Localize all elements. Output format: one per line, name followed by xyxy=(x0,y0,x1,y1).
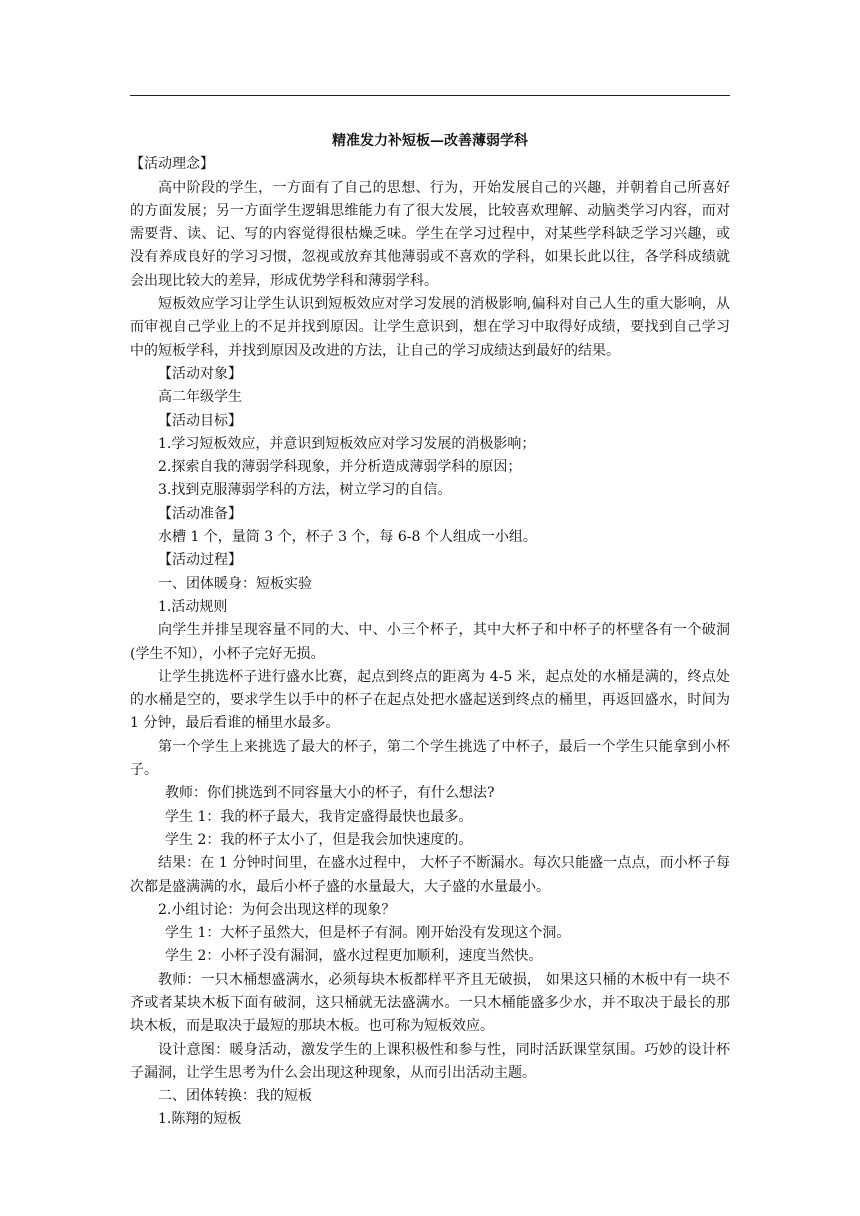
paragraph: 【活动准备】 xyxy=(158,505,242,522)
paragraph: 1.陈翔的短板 xyxy=(158,1111,242,1128)
paragraph: 【活动目标】 xyxy=(158,412,242,429)
document-paragraphs xyxy=(130,153,730,1131)
paragraph: 向学生并排呈现容量不同的大、中、小三个杯子，其中大杯子和中杯子的杯壁各有一个破洞(学生不知），小杯子完好无损。 xyxy=(130,622,730,662)
paragraph: 【活动对象】 xyxy=(158,365,242,382)
paragraph: 让学生挑选杯子进行盛水比赛，起点到终点的距离为 4-5 米，起点处的水桶是满的，终点处的水桶是空的，要求学生以手中的杯子在起点处把水盛起送到终点的桶里，再返回盛水，时间为 1 分钟，最后看谁的桶里水最多。 xyxy=(130,668,730,732)
paragraph: 设计意图：暖身活动，激发学生的上课积极性和参与性，同时活跃课堂氛围。巧妙的设计杯子漏洞，让学生思考为什么会出现这种现象，从而引出活动主题。 xyxy=(130,1041,730,1081)
paragraph: 1.学习短板效应，并意识到短板效应对学习发展的消极影响； xyxy=(158,435,536,452)
paragraph: 3.找到克服薄弱学科的方法，树立学习的自信。 xyxy=(158,482,452,499)
paragraph: 【活动过程】 xyxy=(158,552,242,569)
paragraph: 2.小组讨论：为何会出现这样的现象？ xyxy=(158,901,396,918)
document-title: 精准发力补短板—改善薄弱学科 xyxy=(332,133,528,149)
paragraph: 教师：你们挑选到不同容量大小的杯子，有什么想法? xyxy=(165,785,495,802)
paragraph: 二、团体转换：我的短板 xyxy=(158,1088,312,1105)
paragraph: 教师：一只木桶想盛满水，必须每块木板都样平齐且无破损， 如果这只桶的木板中有一块不齐或者某块木板下面有破洞，这只桶就无法盛满水。一只木桶能盛多少水，并不取决于最长的那块木板，而是取决于最短的那块木板。也可称为短板效应。 xyxy=(130,971,730,1035)
paragraph: 第一个学生上来挑选了最大的杯子，第二个学生挑选了中杯子，最后一个学生只能拿到小杯子。 xyxy=(130,738,730,779)
paragraph: 学生 2：我的杯子太小了，但是我会加快速度的。 xyxy=(165,831,473,848)
paragraph: 学生 1：大杯子虽然大，但是杯子有洞。刚开始没有发现这个洞。 xyxy=(165,925,571,942)
paragraph: 短板效应学习让学生认识到短板效应对学习发展的消极影响,偏科对自己人生的重大影响，从而审视自己学业上的不足并找到原因。让学生意识到，想在学习中取得好成绩，要找到自己学习中的短板学科，并找到原因及改进的方法，让自己的学习成绩达到最好的结果。 xyxy=(130,296,730,359)
paragraph: 2.探索自我的薄弱学科现象，并分析造成薄弱学科的原因； xyxy=(158,459,522,476)
paragraph: 1.活动规则 xyxy=(158,598,228,615)
paragraph: 高中阶段的学生，一方面有了自己的思想、行为，开始发展自己的兴趣，并朝着自己所喜好的方面发展；另一方面学生逻辑思维能力有了很大发展，比较喜欢理解、动脑类学习内容，而对需要背、读、记、写的内容觉得很枯燥乏味。学生在学习过程中，对某些学科缺乏学习兴趣，或没有养成良好的学习习惯，忽视或放弃其他薄弱或不喜欢的学科，如果长此以往，各学科成绩就会出现比较大的差异，形成优势学科和薄弱学科。 xyxy=(130,179,730,289)
paragraph: 【活动理念】 xyxy=(130,156,214,173)
paragraph: 结果：在 1 分钟时间里，在盛水过程中， 大杯子不断漏水。每次只能盛一点点，而小杯子每次都是盛满满的水，最后小杯子盛的水量最大，大子盛的水量最小。 xyxy=(130,855,730,895)
paragraph: 学生 2：小杯子没有漏洞，盛水过程更加顺利，速度当然快。 xyxy=(165,948,543,965)
paragraph: 高二年级学生 xyxy=(158,389,242,406)
paragraph: 一、团体暖身：短板实验 xyxy=(158,575,312,592)
document-body xyxy=(130,130,730,1132)
paragraph: 学生 1：我的杯子最大，我肯定盛得最快也最多。 xyxy=(165,808,473,825)
header-rule xyxy=(130,95,730,96)
paragraph: 水槽 1 个，量筒 3 个，杯子 3 个，每 6-8 个人组成一小组。 xyxy=(158,529,537,546)
